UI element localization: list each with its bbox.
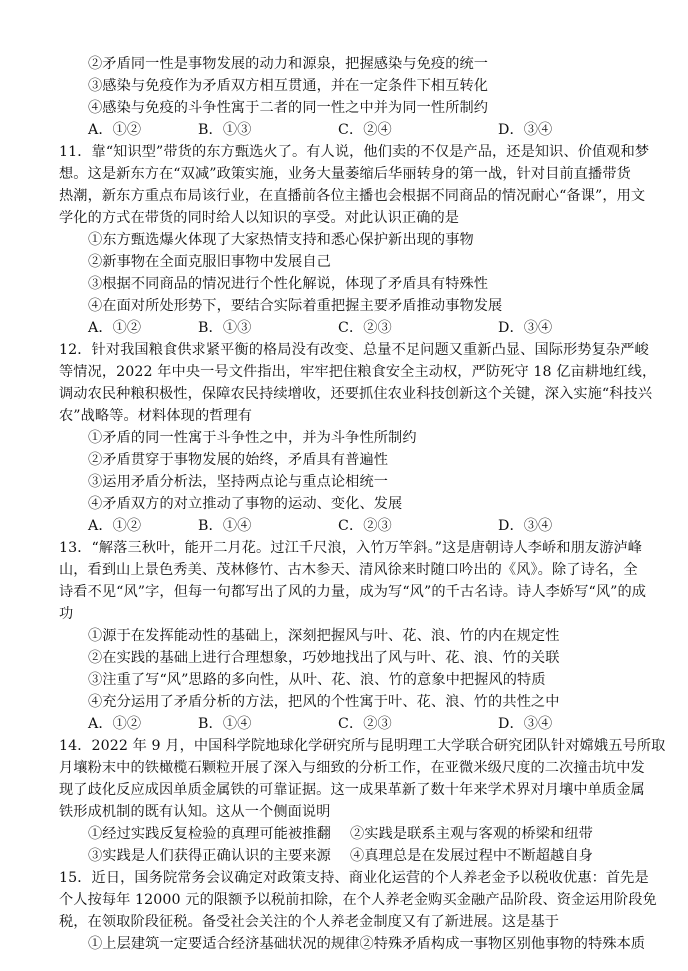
q13-choice-d: D．③④ bbox=[498, 716, 553, 732]
q11-choice-c: C．②③ bbox=[338, 320, 392, 336]
q12-stem-line-3: 调动农民种粮积极性，保障农民持续增收，还要抓住农业科技创新这个关键，深入实施“科技兴 bbox=[59, 386, 653, 402]
q14-statement-4: ④真理总是在发展过程中不断超越自身 bbox=[350, 848, 593, 864]
q11-stem-line-1: 11．靠“知识型”带货的东方甄选火了。有人说，他们卖的不仅是产品，还是知识、价值观和梦 bbox=[59, 144, 650, 160]
q15-stem-line-1: 15．近日，国务院常务会议确定对政策支持、商业化运营的个人养老金予以税收优惠：首先是 bbox=[59, 870, 649, 886]
q12-choice-c: C．②③ bbox=[338, 518, 392, 534]
q14-statement-row-1 bbox=[88, 824, 608, 844]
q13-stem-line-1: 13．“解落三秋叶，能开二月花。过江千尺浪，入竹万竿斜。”这是唐朝诗人李峤和朋友游泸峰 bbox=[59, 540, 643, 556]
q12-choice-b: B．①④ bbox=[198, 518, 252, 534]
q15-statement-1-2: ①上层建筑一定要适合经济基础状况的规律②特殊矛盾构成一事物区别他事物的特殊本质 bbox=[88, 936, 646, 952]
q12-choice-a: A．①② bbox=[88, 518, 142, 534]
q11-statement-4: ④在面对所处形势下，要结合实际着重把握主要矛盾推动事物发展 bbox=[88, 298, 503, 314]
q14-statement-3: ③实践是人们获得正确认识的主要来源 bbox=[88, 848, 331, 864]
q13-choice-a: A．①② bbox=[88, 716, 142, 732]
q10-choices bbox=[88, 120, 588, 140]
q13-statement-4: ④充分运用了矛盾分析的方法，把风的个性寓于叶、花、浪、竹的共性之中 bbox=[88, 694, 560, 710]
q13-statement-2: ②在实践的基础上进行合理想象，巧妙地找出了风与叶、花、浪、竹的关联 bbox=[88, 650, 560, 666]
q10-choice-c: C．②④ bbox=[338, 122, 392, 138]
q14-stem-line-1: 14．2022 年 9 月，中国科学院地球化学研究所与昆明理工大学联合研究团队针对嫦娥五号所取 bbox=[59, 738, 666, 754]
q11-stem-line-4: 学化的方式在带货的同时给人以知识的享受。对此认识正确的是 bbox=[59, 210, 460, 226]
q13-choices bbox=[88, 714, 588, 734]
q13-stem-line-3: 诗看不见“风”字，但每一句都写出了风的力量，成为写“风”的千古名诗。诗人李娇写“风”的成 bbox=[59, 584, 647, 600]
q14-stem-line-4: 铁形成机制的既有认知。这从一个侧面说明 bbox=[59, 804, 331, 820]
q11-stem-line-2: 想。这是新东方在“双减”政策实施，业务大量萎缩后华丽转身的第一战，针对目前直播带货 bbox=[59, 166, 631, 182]
q11-statement-3: ③根据不同商品的情况进行个性化解说，体现了矛盾具有特殊性 bbox=[88, 276, 489, 292]
q15-stem-line-2: 个人按每年 12000 元的限额予以税前扣除，在个人养老金购买金融产品阶段、资金运用阶段免 bbox=[59, 892, 657, 908]
q15-stem-line-3: 税，在领取阶段征税。备受社会关注的个人养老金制度又有了新进展。这是基于 bbox=[59, 914, 560, 930]
q12-stem-line-4: 农”战略等。材料体现的哲理有 bbox=[59, 408, 253, 424]
q11-statement-1: ①东方甄选爆火体现了大家热情支持和悉心保护新出现的事物 bbox=[88, 232, 474, 248]
q12-choice-d: D．③④ bbox=[498, 518, 553, 534]
q14-statement-row-2 bbox=[88, 846, 608, 866]
q13-choice-c: C．②③ bbox=[338, 716, 392, 732]
q14-stem-line-2: 月壤粉末中的铁橄榄石颗粒开展了深入与细致的分析工作，在亚微米级尺度的二次撞击坑中发 bbox=[59, 760, 645, 776]
q14-statement-1: ①经过实践反复检验的真理可能被推翻 bbox=[88, 826, 331, 842]
q11-choice-a: A．①② bbox=[88, 320, 142, 336]
q10-choice-d: D．③④ bbox=[498, 122, 553, 138]
q14-stem-line-3: 现了歧化反应成因单质金属铁的可靠证据。这一成果革新了数十年来学术界对月壤中单质金属 bbox=[59, 782, 645, 798]
q13-stem-line-4: 功 bbox=[59, 606, 74, 622]
q10-choice-a: A．①② bbox=[88, 122, 142, 138]
q12-stem-line-2: 等情况，2022 年中央一号文件指出，牢牢把住粮食安全主动权，严防死守 18 亿亩耕地红线， bbox=[59, 364, 657, 380]
q11-choice-b: B．①③ bbox=[198, 320, 252, 336]
q11-statement-2: ②新事物在全面克服旧事物中发展自己 bbox=[88, 254, 331, 270]
q12-statement-4: ④矛盾双方的对立推动了事物的运动、变化、发展 bbox=[88, 496, 403, 512]
q14-statement-2: ②实践是联系主观与客观的桥梁和纽带 bbox=[350, 826, 593, 842]
q13-statement-1: ①源于在发挥能动性的基础上，深刻把握风与叶、花、浪、竹的内在规定性 bbox=[88, 628, 560, 644]
q12-statement-2: ②矛盾贯穿于事物发展的始终，矛盾具有普遍性 bbox=[88, 452, 389, 468]
q13-stem-line-2: 山，看到山上景色秀美、茂林修竹、古木参天、清风徐来时随口吟出的《风》。除了诗名，全 bbox=[59, 562, 638, 578]
q12-statement-3: ③运用矛盾分析法，坚持两点论与重点论相统一 bbox=[88, 474, 389, 490]
q10-choice-b: B．①③ bbox=[198, 122, 252, 138]
q11-stem-line-3: 热潮，新东方重点布局该行业，在直播前各位主播也会根据不同商品的情况耐心“备课”，用文 bbox=[59, 188, 646, 204]
q12-choices bbox=[88, 516, 588, 536]
q12-stem-line-1: 12．针对我国粮食供求紧平衡的格局没有改变、总量不足问题又重新凸显、国际形势复杂严峻 bbox=[59, 342, 649, 358]
q12-statement-1: ①矛盾的同一性寓于斗争性之中，并为斗争性所制约 bbox=[88, 430, 417, 446]
q11-choice-d: D．③④ bbox=[498, 320, 553, 336]
q11-choices bbox=[88, 318, 588, 338]
q13-statement-3: ③注重了写“风”思路的多向性，从叶、花、浪、竹的意象中把握风的特质 bbox=[88, 672, 546, 688]
q13-choice-b: B．①④ bbox=[198, 716, 252, 732]
q10-statement-2: ②矛盾同一性是事物发展的动力和源泉，把握感染与免疫的统一 bbox=[88, 56, 489, 72]
q10-statement-4: ④感染与免疫的斗争性寓于二者的同一性之中并为同一性所制约 bbox=[88, 100, 489, 116]
q10-statement-3: ③感染与免疫作为矛盾双方相互贯通，并在一定条件下相互转化 bbox=[88, 78, 489, 94]
